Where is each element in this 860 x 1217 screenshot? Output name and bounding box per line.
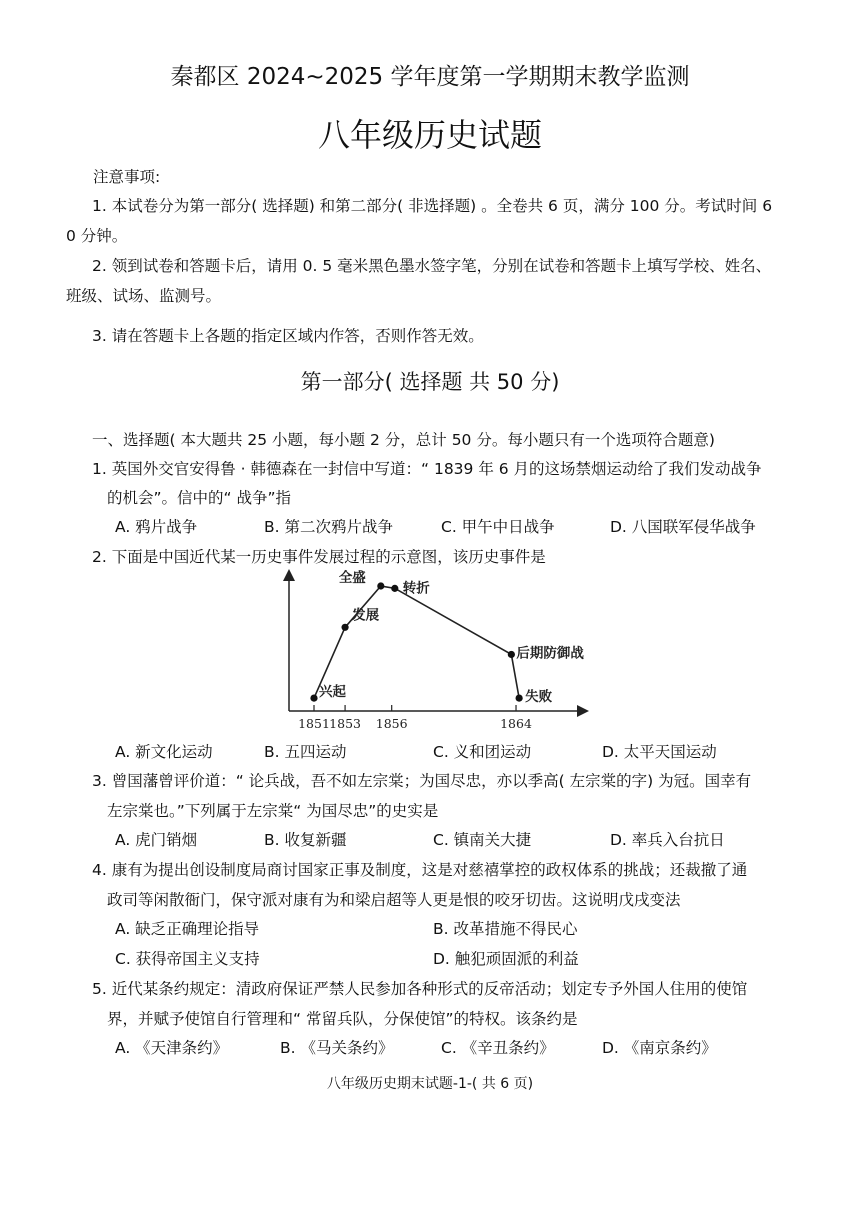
data-point-label: 兴起 xyxy=(319,684,346,701)
notice-item-1-line-1: 1. 本试卷分为第一部分( 选择题) 和第二部分( 非选择题) 。全卷共 6 页，满分 100 分。考试时间 6 xyxy=(92,197,773,215)
q4-stem-line-2: 政司等闲散衙门，保守派对康有为和梁启超等人更是恨的咬牙切齿。这说明戊戌变法 xyxy=(107,891,681,909)
q3-option-b[interactable]: B. 收复新疆 xyxy=(264,831,347,849)
data-point xyxy=(310,695,317,702)
notice-heading: 注意事项: xyxy=(93,168,161,186)
notice-item-2-line-1: 2. 领到试卷和答题卡后，请用 0. 5 毫米黑色墨水签字笔，分别在试卷和答题卡上填写学校、姓名、 xyxy=(92,257,772,275)
data-point-label: 发展 xyxy=(352,607,380,624)
q2-option-b[interactable]: B. 五四运动 xyxy=(264,743,347,761)
data-point-label: 失败 xyxy=(525,689,553,706)
q1-option-d[interactable]: D. 八国联军侵华战争 xyxy=(610,518,756,536)
q1-option-b[interactable]: B. 第二次鸦片战争 xyxy=(264,518,393,536)
q4-option-d[interactable]: D. 触犯顽固派的利益 xyxy=(433,950,579,968)
q2-option-d[interactable]: D. 太平天国运动 xyxy=(602,743,717,761)
page-footer: 八年级历史期末试题-1-( 共 6 页) xyxy=(326,1076,534,1092)
q5-option-b[interactable]: B. 《马关条约》 xyxy=(280,1039,394,1057)
trend-line xyxy=(314,586,519,701)
q4-option-c[interactable]: C. 获得帝国主义支持 xyxy=(115,950,260,968)
q4-option-b[interactable]: B. 改革措施不得民心 xyxy=(433,920,578,938)
data-point xyxy=(341,624,348,631)
notice-item-3: 3. 请在答题卡上各题的指定区域内作答，否则作答无效。 xyxy=(92,327,484,345)
data-point-label: 转折 xyxy=(402,580,430,597)
q2-option-c[interactable]: C. 义和团运动 xyxy=(433,743,532,761)
x-tick-label: 1864 xyxy=(500,716,532,731)
x-tick-label: 1851 xyxy=(298,716,330,731)
notice-item-2-line-2: 班级、试场、监测号。 xyxy=(66,287,222,305)
taiping-timeline-chart xyxy=(280,568,600,738)
q2-option-a[interactable]: A. 新文化运动 xyxy=(115,743,213,761)
q2-stem-line-1: 2. 下面是中国近代某一历史事件发展过程的示意图，该历史事件是 xyxy=(92,548,546,566)
notice-item-1-line-2: 0 分钟。 xyxy=(66,227,128,245)
q1-option-c[interactable]: C. 甲午中日战争 xyxy=(441,518,555,536)
q3-stem-line-2: 左宗棠也。”下列属于左宗棠“ 为国尽忠”的史实是 xyxy=(107,802,439,820)
q5-option-c[interactable]: C. 《辛丑条约》 xyxy=(441,1039,555,1057)
data-point xyxy=(508,651,515,658)
data-point xyxy=(516,695,523,702)
q3-option-d[interactable]: D. 率兵入台抗日 xyxy=(610,831,725,849)
q5-option-a[interactable]: A. 《天津条约》 xyxy=(115,1039,229,1057)
part1-instruction: 一、选择题( 本大题共 25 小题，每小题 2 分，总计 50 分。每小题只有一个选项符合题意) xyxy=(92,431,715,449)
part1-title: 第一部分( 选择题 共 50 分) xyxy=(300,370,560,394)
data-point xyxy=(391,585,398,592)
x-tick-label: 1853 xyxy=(329,716,361,731)
exam-subject: 八年级历史试题 xyxy=(317,116,542,154)
q1-stem-line-2: 的机会”。信中的“ 战争”指 xyxy=(107,489,292,507)
q4-stem-line-1: 4. 康有为提出创设制度局商讨国家正事及制度，这是对慈禧掌控的政权体系的挑战；还裁撤了通 xyxy=(92,861,748,879)
data-point-label: 全盛 xyxy=(338,570,366,586)
q5-option-d[interactable]: D. 《南京条约》 xyxy=(602,1039,717,1057)
q1-stem-line-1: 1. 英国外交官安得鲁 · 韩德森在一封信中写道：“ 1839 年 6 月的这场禁烟运动给了我们发动战争 xyxy=(92,460,762,478)
q4-option-a[interactable]: A. 缺乏正确理论指导 xyxy=(115,920,260,938)
q5-stem-line-2: 界，并赋予使馆自行管理和“ 常留兵队，分保使馆”的特权。该条约是 xyxy=(107,1010,578,1028)
x-tick-label: 1856 xyxy=(375,716,408,731)
q1-option-a[interactable]: A. 鸦片战争 xyxy=(115,518,198,536)
q5-stem-line-1: 5. 近代某条约规定：清政府保证严禁人民参加各种形式的反帝活动；划定专予外国人住用的使馆 xyxy=(92,980,748,998)
data-point xyxy=(377,582,384,589)
exam-title: 秦都区 2024~2025 学年度第一学期期末教学监测 xyxy=(170,64,690,90)
data-point-label: 后期防御战 xyxy=(516,645,584,662)
q3-stem-line-1: 3. 曾国藩曾评价道：“ 论兵战，吾不如左宗棠；为国尽忠，亦以季高( 左宗棠的字) 为冠。国幸有 xyxy=(92,772,752,790)
q3-option-c[interactable]: C. 镇南关大捷 xyxy=(433,831,532,849)
q3-option-a[interactable]: A. 虎门销烟 xyxy=(115,831,198,849)
